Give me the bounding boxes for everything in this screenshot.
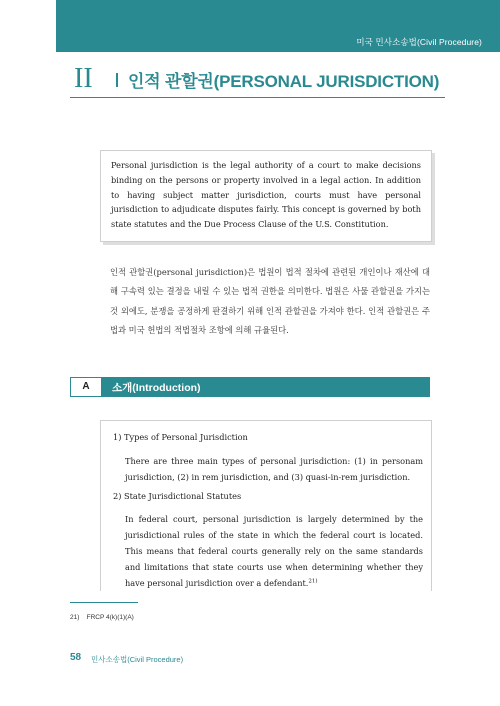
item-body-text: In federal court, personal jurisdiction is largely determined by the jurisdictional rules of the state in which the federal court is located. This means that federal courts generally rely on the same standards and limitations that state courts use when determining whether they have personal jurisdiction over a defendant. <box>125 514 423 588</box>
chapter-heading <box>70 64 445 100</box>
chapter-divider <box>116 73 118 87</box>
korean-paragraph: 인적 관할권(personal jurisdiction)은 법원이 법적 절차에 관련된 개인이나 재산에 대해 구속력 있는 결정을 내릴 수 있는 법적 권한을 의미한다. 법원은 사물 관할권을 가지는 것 외에도, 분쟁을 공정하게 판결하기 위해 인적 관할권을 가져야 한다. 인적 관할권은 주법과 미국 헌법의 적법절차 조항에 의해 규율된다. <box>110 267 430 335</box>
section-title: 소개(Introduction) <box>112 382 201 394</box>
page-number: 58 <box>70 652 82 663</box>
header-bar <box>56 0 500 52</box>
content-box <box>100 420 432 591</box>
footnote <box>70 614 134 621</box>
footnote-reference[interactable]: 21) <box>308 578 318 585</box>
running-title: 미국 민사소송법(Civil Procedure) <box>356 37 482 47</box>
summary-text: Personal jurisdiction is the legal authority of a court to make decisions binding on the persons or property involved in a legal action. In addition to having subject matter jurisdiction, courts must have personal jurisdiction to adjudicate disputes fairly. This concept is governed by both state statutes and the Due Process Clause of the U.S. Constitution. <box>111 160 421 230</box>
summary-box <box>100 150 432 242</box>
footnote-text: FRCP 4(k)(1)(A) <box>86 614 134 621</box>
chapter-number: II <box>74 63 93 94</box>
chapter-title: 인적 관할권(PERSONAL JURISDICTION) <box>128 72 440 91</box>
footnote-divider <box>70 602 138 603</box>
item-heading: 2) State Jurisdictional Statutes <box>113 491 242 501</box>
item-heading: 1) Types of Personal Jurisdiction <box>113 432 248 442</box>
item-body: There are three main types of personal jurisdiction: (1) in personam jurisdiction, (2) in rem jurisdiction, and (3) quasi-in-rem jurisdiction. <box>125 456 423 482</box>
footnote-marker: 21) <box>70 614 80 621</box>
section-letter: A <box>70 377 102 397</box>
section-heading <box>70 377 430 397</box>
footer-book-title: 민사소송법(Civil Procedure) <box>91 655 184 664</box>
chapter-underline <box>70 97 445 98</box>
item-body <box>125 511 423 591</box>
